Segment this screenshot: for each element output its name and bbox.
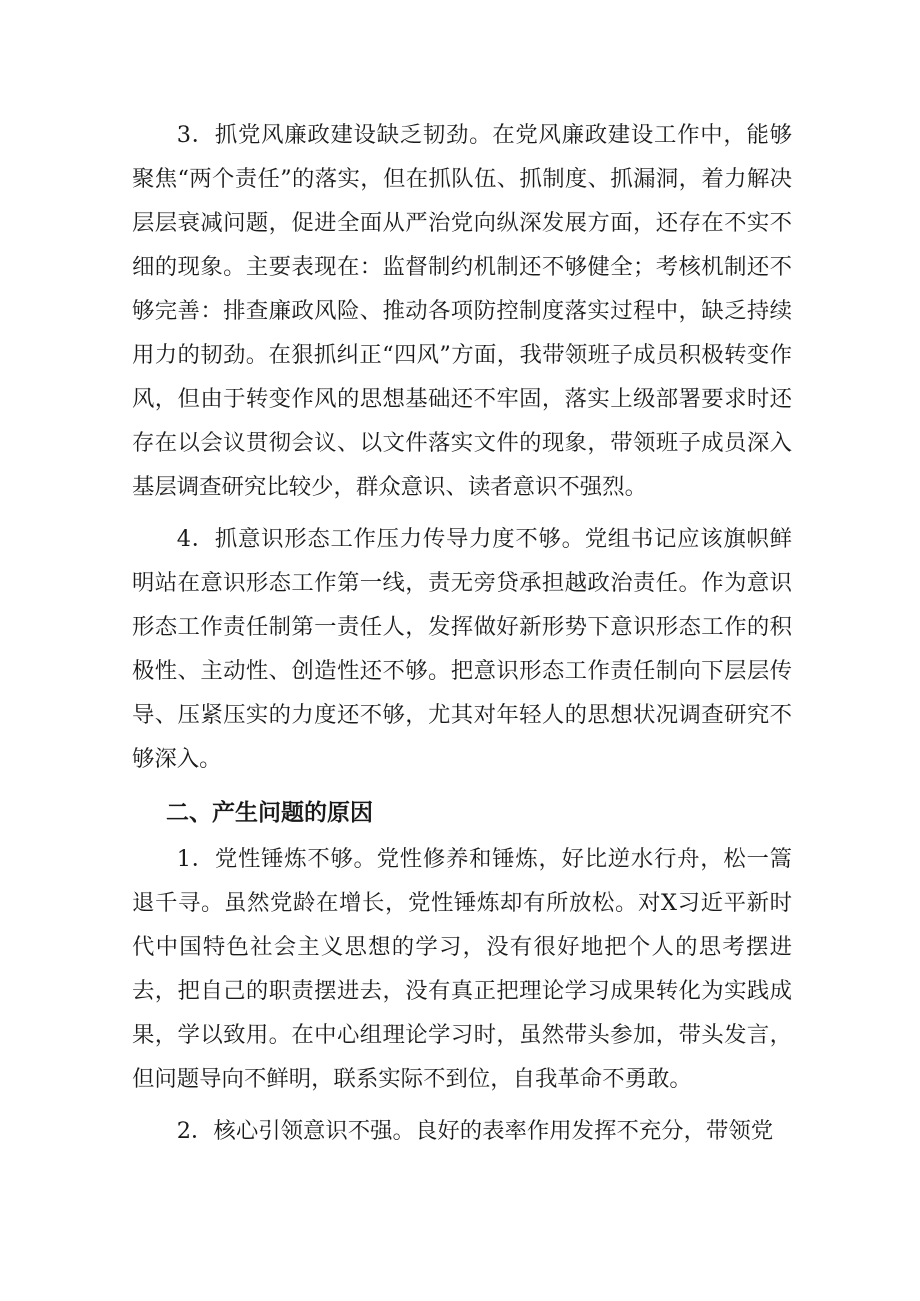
paragraph-cause-1: 1．党性锤炼不够。党性修养和锤炼，好比逆水行舟，松一篙退千寻。虽然党龄在增长，党性锤炼却有所放松。对X习近平新时代中国特色社会主义思想的学习，没有很好地把个人的思考摆进去，把自己的职责摆进去，没有真正把理论学习成果转化为实践成果，学以致用。在中心组理论学习时，虽然带头参加，带头发言，但问题导向不鲜明，联系实际不到位，自我革命不勇敢。 (132, 846, 792, 1092)
paragraph-cause-2: 2．核心引领意识不强。良好的表率作用发挥不充分，带领党 (176, 1118, 774, 1144)
paragraph-item-4: 4．抓意识形态工作压力传导力度不够。党组书记应该旗帜鲜明站在意识形态工作第一线，责无旁贷承担越政治责任。作为意识形态工作责任制第一责任人，发挥做好新形势下意识形态工作的积极性、主动性、创造性还不够。把意识形态工作责任制向下层层传导、压紧压实的力度还不够，尤其对年轻人的思想状况调查研究不够深入。 (132, 526, 792, 772)
section-heading-causes: 二、产生问题的原因 (166, 800, 373, 826)
paragraph-item-3: 3．抓党风廉政建设缺乏韧劲。在党风廉政建设工作中，能够聚焦“两个责任”的落实，但在抓队伍、抓制度、抓漏洞，着力解决层层衰减问题，促进全面从严治党向纵深发展方面，还存在不实不细的现象。主要表现在：监督制约机制还不够健全；考核机制还不够完善：排查廉政风险、推动各项防控制度落实过程中，缺乏持续用力的韧劲。在狠抓纠正“四风”方面，我带领班子成员积极转变作风，但由于转变作风的思想基础还不牢固，落实上级部署要求时还存在以会议贯彻会议、以文件落实文件的现象，带领班子成员深入基层调查研究比较少，群众意识、读者意识不强烈。 (132, 122, 792, 500)
document-body (132, 113, 792, 1161)
